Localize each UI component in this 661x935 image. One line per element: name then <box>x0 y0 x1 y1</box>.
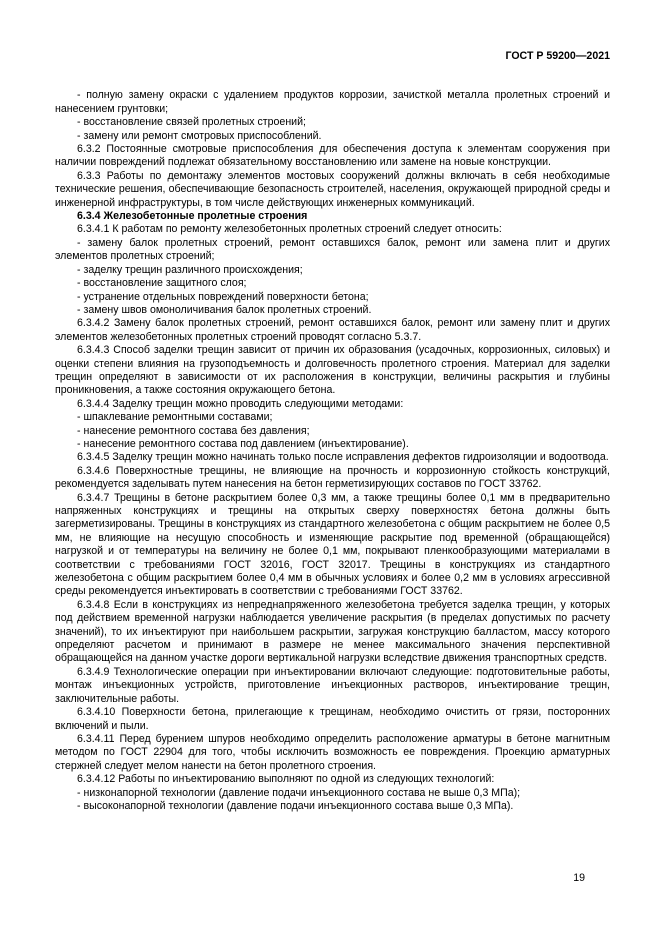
list-item: - замену или ремонт смотровых приспособлений. <box>77 129 322 142</box>
list-item: - высоконапорной технологии (давление подачи инъекционного состава выше 0,3 МПа). <box>77 799 514 812</box>
body-paragraph: 6.3.2 Постоянные смотровые приспособления для обеспечения доступа к элементам сооружения при наличии повреждений подлежат обязательному восстановлению или замене на новые конструкции. <box>55 143 610 169</box>
page-number: 19 <box>573 871 585 884</box>
body-paragraph: 6.3.4.1 К работам по ремонту железобетонных пролетных строений следует относить: <box>77 223 502 236</box>
list-item: - восстановление связей пролетных строений; <box>77 116 306 129</box>
body-paragraph: 6.3.4.12 Работы по инъектированию выполняют по одной из следующих технологий: <box>77 773 495 786</box>
body-paragraph: 6.3.4.9 Технологические операции при инъектировании включают следующие: подготовительные работы, монтаж инъекционных устройств, приготовление инъекционных растворов, инъектирование трещин, заключительные работы. <box>55 665 610 705</box>
list-item: - заделку трещин различного происхождения; <box>77 263 303 276</box>
body-paragraph: 6.3.4.3 Способ заделки трещин зависит от причин их образования (усадочных, коррозионных, силовых) и оценки степени влияния на грузоподъемность и долговечность пролетного строения. Материал для заделки трещин определяют в зависимости от их расположения в конструкции, величины раскрытия и глубины проникновения, а также состояния окружающего бетона. <box>55 344 610 397</box>
list-item: - нанесение ремонтного состава без давления; <box>77 424 310 437</box>
list-item: - устранение отдельных повреждений поверхности бетона; <box>77 290 369 303</box>
list-item: - полную замену окраски с удалением продуктов коррозии, зачисткой металла пролетных строений и нанесением грунтовки; <box>55 89 610 115</box>
list-item: - замену швов омоноличивания балок пролетных строений. <box>77 303 372 316</box>
body-paragraph: 6.3.4.2 Замену балок пролетных строений, ремонт оставшихся балок, ремонт или замену плит и других элементов железобетонных пролетных строений проводят согласно 5.3.7. <box>55 317 610 343</box>
list-item: - низконапорной технологии (давление подачи инъекционного состава не выше 0,3 МПа); <box>77 786 521 799</box>
list-item: - шпаклевание ремонтными составами; <box>77 411 273 424</box>
page-header <box>55 50 610 63</box>
list-item: - восстановление защитного слоя; <box>77 277 247 290</box>
body-paragraph: 6.3.4.6 Поверхностные трещины, не влияющие на прочность и коррозионную стойкость конструкций, рекомендуется заделывать путем нанесения на бетон герметизирующих составов по ГОСТ 33762. <box>55 464 610 491</box>
body-paragraph: 6.3.4.11 Перед бурением шпуров необходимо определить расположение арматуры в бетоне магнитным методом по ГОСТ 22904 для того, чтобы исключить возможность ее повреждения. Проекцию арматурных стержней следует мелом нанести на бетон пролетного строения. <box>55 732 610 772</box>
list-item: - замену балок пролетных строений, ремонт оставшихся балок, ремонт или замена плит и других элементов пролетных строений; <box>55 236 610 263</box>
body-paragraph: 6.3.4.8 Если в конструкциях из непреднапряженного железобетона требуется заделка трещин, у которых под действием временной нагрузки наблюдается увеличение раскрытия (в пределах допустимых по расчету значений), то их инъектируют при наибольшем раскрытии, загружая конструкцию балластом, массу которого определяют расчетом и принимают в размере не менее максимального значения перспективной обращающейся на данном участке дороги вертикальной нагрузки вследствие движения транспортных средств. <box>55 598 610 665</box>
body-paragraph: 6.3.4.7 Трещины в бетоне раскрытием более 0,3 мм, а также трещины более 0,1 мм в предварительно напряженных конструкциях и трещины на открытых сверху поверхностях бетона должны быть загерметизированы. Трещины в конструкциях из стандартного железобетона с общим раскрытием не более 0,5 мм, не влияющие на несущую способность и изменяющие раскрытие под временной (обращающейся) нагрузкой и от температуры на величину не более 0,1 мм, покрывают пленкообразующими материалами в соответствии с требованиями ГОСТ 32016, ГОСТ 32017. Трещины в конструкциях из стандартного железобетона с общим раскрытием более 0,4 мм в обычных условиях и более 0,2 мм в условиях агрессивной среды рекомендуется инъектировать в соответствии с требованиями ГОСТ 33762. <box>55 491 610 598</box>
body-paragraph: 6.3.3 Работы по демонтажу элементов мостовых сооружений должны включать в себя необходимые технические решения, обеспечивающие безопасность строителей, населения, окружающей природной среды и инженерной инфраструктуры, в том числе действующих инженерных коммуникаций. <box>55 169 610 209</box>
body-paragraph: 6.3.4.4 Заделку трещин можно проводить следующими методами: <box>77 397 404 410</box>
section-heading: 6.3.4 Железобетонные пролетные строения <box>77 210 308 223</box>
page-footer <box>573 872 585 885</box>
document-body <box>55 89 610 813</box>
body-paragraph: 6.3.4.10 Поверхности бетона, прилегающие к трещинам, необходимо очистить от грязи, посторонних включений и пыли. <box>55 706 610 732</box>
body-paragraph: 6.3.4.5 Заделку трещин можно начинать только после исправления дефектов гидроизоляции и водоотвода. <box>77 451 609 464</box>
document-number: ГОСТ Р 59200—2021 <box>505 50 610 62</box>
list-item: - нанесение ремонтного состава под давлением (инъектирование). <box>77 437 409 450</box>
